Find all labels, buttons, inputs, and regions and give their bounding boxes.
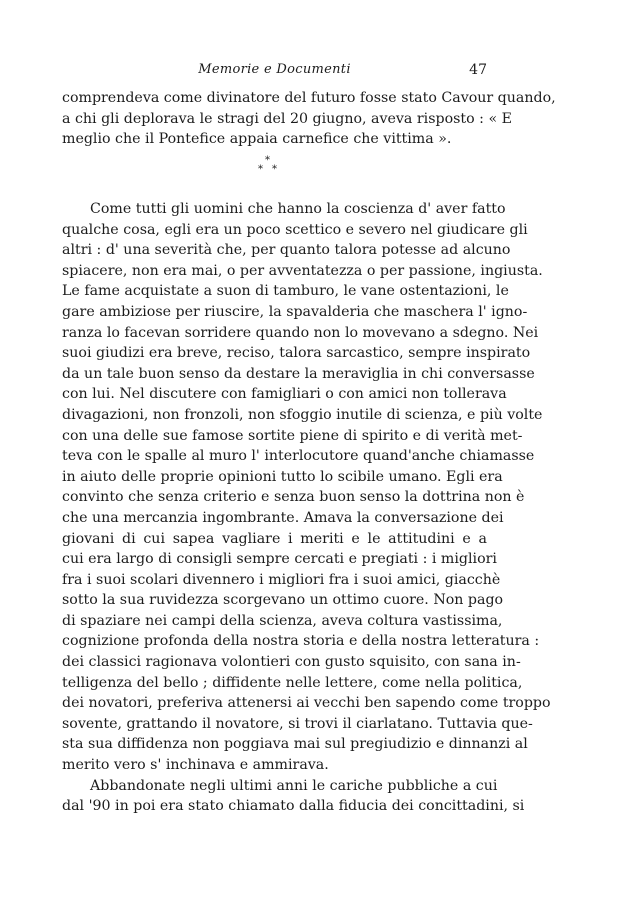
text-line: suoi giudizi era breve, reciso, talora sarcastico, sempre inspirato	[62, 345, 531, 362]
asterism-star: *	[265, 155, 270, 166]
asterism-star: *	[272, 164, 277, 175]
text-line: qualche cosa, egli era un poco scettico e severo nel giudicare gli	[62, 221, 528, 238]
text-line: altri : d' una severità che, per quanto talora potesse ad alcuno	[62, 242, 511, 259]
text-line: giovani di cui sapea vagliare i meriti e le attitudini e a	[62, 530, 487, 547]
running-title: Memorie e Documenti	[198, 62, 351, 77]
text-line: Abbandonate negli ultimi anni le cariche pubbliche a cui	[90, 777, 498, 794]
section-separator	[254, 156, 284, 180]
text-line: fra i suoi scolari divennero i migliori fra i suoi amici, giacchè	[62, 571, 501, 588]
text-line: teva con le spalle al muro l' interlocutore quand'anche chiamasse	[62, 448, 535, 465]
text-line: Come tutti gli uomini che hanno la coscienza d' aver fatto	[90, 201, 506, 217]
text-line: sotto la sua ruvidezza scorgevano un ottimo cuore. Non pago	[62, 592, 504, 609]
paragraph-1	[62, 199, 551, 817]
text-line: con una delle sue famose sortite piene di spirito e di verità met-	[62, 427, 523, 444]
text-line: che una mercanzia ingombrante. Amava la conversazione dei	[62, 509, 504, 526]
text-line: divagazioni, non fronzoli, non sfoggio inutile di scienza, e più volte	[62, 406, 543, 423]
text-line: in aiuto delle proprie opinioni tutto lo scibile umano. Egli era	[62, 468, 503, 485]
text-line: a chi gli deplorava le stragi del 20 giugno, aveva risposto : « E	[62, 110, 512, 127]
text-line: convinto che senza criterio e senza buon senso la dottrina non è	[62, 489, 525, 506]
text-line: spiacere, non era mai, o per avventatezza o per passione, ingiusta.	[62, 262, 543, 279]
text-line: dei novatori, preferiva attenersi ai vecchi ben sapendo come troppo	[62, 695, 551, 712]
text-line: con lui. Nel discutere con famigliari o con amici non tollerava	[62, 386, 507, 403]
running-head	[62, 62, 487, 82]
text-line: meglio che il Pontefice appaia carnefice che vittima ».	[62, 131, 452, 148]
text-line: telligenza del bello ; diffidente nelle lettere, come nella politica,	[62, 674, 523, 691]
text-line: ranza lo facevan sorridere quando non lo movevano a sdegno. Nei	[62, 324, 539, 341]
text-line: Le fame acquistate a suon di tamburo, le vane ostentazioni, le	[62, 283, 509, 300]
text-line: comprendeva come divinatore del futuro fosse stato Cavour quando,	[62, 90, 556, 106]
text-line: dei classici ragionava volontieri con gusto squisito, con sana in-	[62, 654, 521, 671]
text-line: sta sua diffidenza non poggiava mai sul pregiudizio e dinnanzi al	[62, 736, 528, 753]
page-number: 47	[469, 62, 487, 78]
text-line: cui era largo di consigli sempre cercati e pregiati : i migliori	[62, 551, 497, 568]
text-line: merito vero s' inchinava e ammirava.	[62, 757, 329, 774]
text-line: gare ambiziose per riuscire, la spavalderia che maschera l' igno-	[62, 303, 528, 320]
text-line: da un tale buon senso da destare la meraviglia in chi conversasse	[62, 365, 535, 382]
continuation-paragraph	[62, 88, 556, 150]
text-line: di spaziare nei campi della scienza, aveva coltura vastissima,	[62, 612, 503, 629]
text-line: cognizione profonda della nostra storia e della nostra letteratura :	[62, 633, 540, 650]
asterism-star: *	[258, 164, 263, 175]
text-line: sovente, grattando il novatore, si trovi il ciarlatano. Tuttavia que-	[62, 715, 533, 732]
text-line: dal '90 in poi era stato chiamato dalla fiducia dei concittadini, si	[62, 798, 525, 815]
